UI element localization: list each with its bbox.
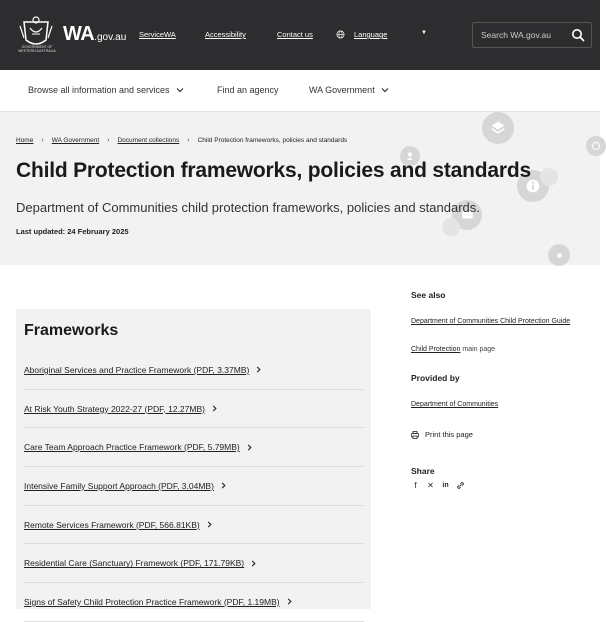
link-icon[interactable] [456, 481, 465, 490]
breadcrumb-current: Child Protection frameworks, policies and standards [197, 137, 348, 144]
servicewa-link[interactable]: ServiceWA [139, 30, 176, 39]
chevron-down-icon [176, 86, 184, 94]
language-selector[interactable]: Language [354, 30, 388, 39]
chevron-right-icon [246, 444, 253, 451]
nav-find-agency-label: Find an agency [217, 85, 279, 95]
search-icon[interactable] [571, 28, 585, 42]
document-link[interactable]: Aboriginal Services and Practice Framework (PDF, 3.37MB) [24, 364, 250, 375]
department-of-communities-link[interactable]: Department of Communities [411, 401, 499, 408]
chevron-down-icon [381, 86, 389, 94]
search-box [472, 22, 592, 48]
list-item [24, 544, 364, 583]
logo-main: WA [63, 23, 95, 45]
document-link[interactable]: Signs of Safety Child Protection Practice Framework (PDF, 1.19MB) [24, 596, 280, 607]
nav-wa-government-label: WA Government [309, 85, 375, 95]
top-header [0, 0, 600, 70]
logo-suffix: .gov.au [94, 32, 127, 43]
list-item [24, 506, 364, 545]
document-link[interactable]: At Risk Youth Strategy 2022-27 (PDF, 12.27MB) [24, 403, 205, 414]
facebook-icon[interactable]: f [414, 481, 417, 490]
document-link[interactable]: Residential Care (Sanctuary) Framework (PDF, 171.79KB) [24, 558, 245, 569]
search-input[interactable] [473, 23, 565, 47]
site-logo[interactable] [63, 23, 126, 46]
frameworks-heading: Frameworks [24, 322, 119, 339]
chevron-right-icon: › [107, 137, 110, 144]
frameworks-section [16, 309, 371, 609]
page-description: Department of Communities child protection frameworks, policies and standards. [16, 200, 480, 215]
chevron-right-icon [206, 521, 213, 528]
list-item [24, 390, 364, 429]
chevron-right-icon [250, 560, 257, 567]
provided-by-heading: Provided by [411, 373, 460, 383]
list-item [24, 351, 364, 390]
document-link[interactable]: Care Team Approach Practice Framework (PDF, 5.79MB) [24, 442, 240, 453]
breadcrumb [16, 137, 347, 144]
see-also-main-page-note: main page [460, 346, 496, 353]
decorative-dot-icon [442, 218, 460, 236]
decorative-star-icon [548, 244, 570, 266]
nav-wa-government[interactable] [309, 85, 389, 95]
list-item [24, 467, 364, 506]
breadcrumb-document-collections[interactable]: Document collections [117, 137, 180, 144]
main-navigation [0, 70, 600, 112]
chevron-down-icon[interactable]: ▼ [421, 30, 427, 36]
document-link[interactable]: Remote Services Framework (PDF, 566.81KB) [24, 519, 200, 530]
linkedin-icon[interactable]: in [442, 482, 449, 489]
last-updated: Last updated: 24 February 2025 [16, 227, 129, 236]
chevron-right-icon [220, 482, 227, 489]
nav-browse-all[interactable] [28, 85, 184, 95]
list-item [24, 583, 364, 622]
see-also-section [411, 290, 591, 356]
share-section [411, 466, 591, 490]
decorative-dot-icon [540, 168, 558, 186]
chevron-right-icon: › [187, 137, 190, 144]
decorative-layers-icon [482, 112, 514, 144]
x-icon[interactable]: ✕ [427, 481, 434, 490]
printer-icon [411, 431, 419, 439]
page-title: Child Protection frameworks, policies and standards [16, 159, 531, 182]
chevron-right-icon: › [41, 137, 44, 144]
document-link[interactable]: Intensive Family Support Approach (PDF, 3.04MB) [24, 480, 214, 491]
contact-us-link[interactable]: Contact us [277, 30, 313, 39]
provided-by-section [411, 373, 591, 411]
print-page-label: Print this page [425, 430, 473, 439]
breadcrumb-wa-government[interactable]: WA Government [51, 137, 100, 144]
accessibility-link[interactable]: Accessibility [205, 30, 246, 39]
chevron-right-icon [211, 405, 218, 412]
frameworks-list [24, 351, 364, 622]
print-page-button[interactable] [411, 430, 591, 439]
breadcrumb-home[interactable]: Home [16, 137, 34, 144]
nav-find-agency[interactable] [217, 85, 279, 95]
nav-browse-label: Browse all information and services [28, 85, 170, 95]
see-also-child-protection-guide-link[interactable]: Department of Communities Child Protection Guide [411, 318, 571, 325]
list-item [24, 428, 364, 467]
share-icons [411, 481, 591, 490]
share-heading: Share [411, 466, 435, 476]
see-also-child-protection-link[interactable]: Child Protection [411, 346, 461, 353]
see-also-heading: See also [411, 290, 446, 300]
chevron-right-icon [286, 598, 293, 605]
decorative-clock-icon [586, 136, 606, 156]
crest-caption: GOVERNMENT OF WESTERN AUSTRALIA [18, 45, 56, 53]
page-hero [0, 112, 600, 265]
globe-icon [336, 30, 345, 39]
chevron-right-icon [255, 366, 262, 373]
